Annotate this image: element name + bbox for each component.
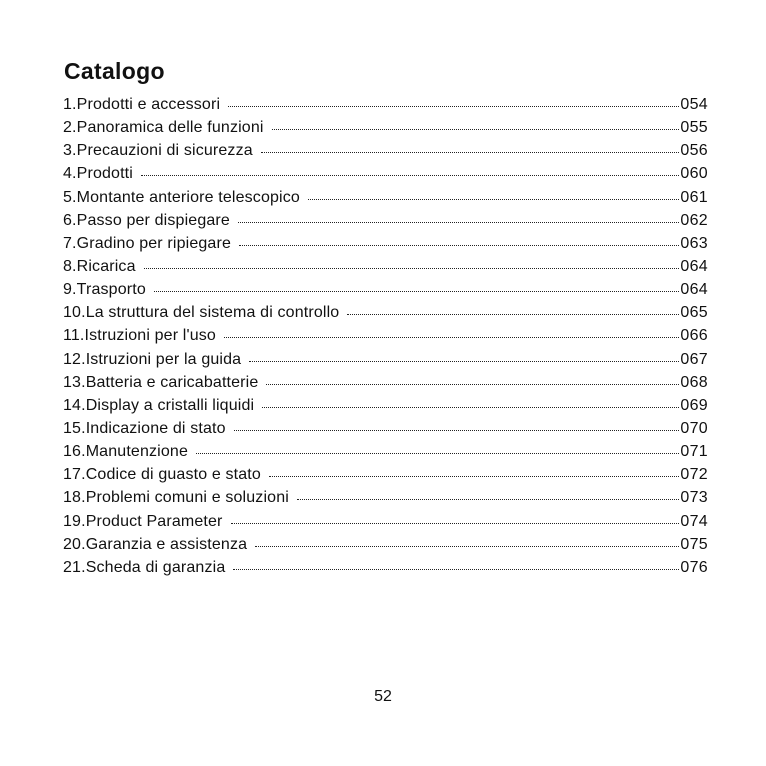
toc-entry-label: 21.Scheda di garanzia <box>63 558 226 576</box>
toc-entry <box>63 162 708 185</box>
toc-entry <box>63 417 708 440</box>
toc-entry <box>63 440 708 463</box>
toc-entry-page: 061 <box>680 188 708 206</box>
page-title: Catalogo <box>64 58 165 84</box>
toc-entry-page: 054 <box>680 96 708 113</box>
toc-dot-leader <box>239 245 679 246</box>
toc-dot-leader <box>347 314 679 315</box>
toc-dot-leader <box>255 546 679 547</box>
toc-entry-page: 055 <box>680 119 708 137</box>
toc-dot-leader <box>266 384 679 385</box>
toc-entry-label: 17.Codice di guasto e stato <box>63 466 261 484</box>
toc-entry-label: 7.Gradino per ripiegare <box>63 234 231 252</box>
toc-entry <box>63 278 708 301</box>
toc-entry <box>63 371 708 394</box>
toc-entry-page: 060 <box>680 165 708 183</box>
toc-entry-page: 068 <box>680 373 708 391</box>
toc-entry-label: 18.Problemi comuni e soluzioni <box>63 489 289 507</box>
toc-entry-label: 12.Istruzioni per la guida <box>63 350 242 368</box>
toc-entry <box>63 533 708 556</box>
toc-entry-page: 070 <box>680 419 708 437</box>
toc-dot-leader <box>224 337 679 338</box>
toc-dot-leader <box>228 106 679 107</box>
toc-entry-label: 11.Istruzioni per l'uso <box>63 327 216 345</box>
toc-dot-leader <box>269 476 679 477</box>
toc-entry-page: 066 <box>680 327 708 345</box>
toc-entry-page: 062 <box>680 211 708 229</box>
toc-dot-leader <box>308 199 679 200</box>
toc-entry <box>63 348 708 371</box>
toc-entry-label: 1.Prodotti e accessori <box>63 96 221 113</box>
toc-entry-page: 069 <box>680 396 708 414</box>
toc-entry-label: 4.Prodotti <box>63 165 133 183</box>
toc-entry <box>63 186 708 209</box>
toc-dot-leader <box>297 499 679 500</box>
toc-entry <box>63 93 708 116</box>
toc-entry <box>63 232 708 255</box>
toc-dot-leader <box>234 430 680 431</box>
toc-entry <box>63 510 708 533</box>
toc-entry <box>63 301 708 324</box>
toc-entry <box>63 394 708 417</box>
toc-entry-page: 074 <box>680 512 708 530</box>
toc-entry-page: 075 <box>680 535 708 553</box>
toc-entry-page: 071 <box>680 443 708 461</box>
toc-entry-page: 072 <box>680 466 708 484</box>
toc-entry-label: 20.Garanzia e assistenza <box>63 535 248 553</box>
toc-entry-label: 2.Panoramica delle funzioni <box>63 119 264 137</box>
toc-entry <box>63 463 708 486</box>
toc-entry-page: 064 <box>680 257 708 275</box>
toc-dot-leader <box>144 268 680 269</box>
toc-dot-leader <box>196 453 679 454</box>
toc-entry <box>63 139 708 162</box>
toc-entry-label: 13.Batteria e caricabatterie <box>63 373 259 391</box>
toc-dot-leader <box>238 222 679 223</box>
toc-dot-leader <box>261 152 680 153</box>
toc-entry <box>63 255 708 278</box>
toc-dot-leader <box>233 569 679 570</box>
toc-entry-label: 14.Display a cristalli liquidi <box>63 396 255 414</box>
toc-entry-label: 3.Precauzioni di sicurezza <box>63 142 253 160</box>
toc-dot-leader <box>249 361 679 362</box>
toc-dot-leader <box>141 175 679 176</box>
page-number: 52 <box>374 688 392 705</box>
toc-entry-label: 5.Montante anteriore telescopico <box>63 188 300 206</box>
toc-entry-label: 9.Trasporto <box>63 281 146 299</box>
toc-dot-leader <box>154 291 680 292</box>
toc-entry-label: 15.Indicazione di stato <box>63 419 226 437</box>
toc-entry <box>63 556 708 579</box>
toc-dot-leader <box>231 523 680 524</box>
toc-entry-label: 19.Product Parameter <box>63 512 223 530</box>
toc-entry-page: 064 <box>680 281 708 299</box>
toc-entry-page: 067 <box>680 350 708 368</box>
toc-entry <box>63 324 708 347</box>
toc-entry-page: 056 <box>680 142 708 160</box>
toc-entry-label: 16.Manutenzione <box>63 443 189 461</box>
toc-entry-page: 065 <box>680 304 708 322</box>
toc-dot-leader <box>262 407 679 408</box>
toc-entry-label: 6.Passo per dispiegare <box>63 211 230 229</box>
toc-entry <box>63 486 708 509</box>
toc-entry <box>63 209 708 232</box>
toc-dot-leader <box>272 129 680 130</box>
toc-entry-label: 10.La struttura del sistema di controllo <box>63 304 340 322</box>
toc-entry-label: 8.Ricarica <box>63 257 136 275</box>
table-of-contents <box>63 93 708 579</box>
toc-entry <box>63 116 708 139</box>
toc-entry-page: 076 <box>680 558 708 576</box>
toc-entry-page: 063 <box>680 234 708 252</box>
toc-entry-page: 073 <box>680 489 708 507</box>
